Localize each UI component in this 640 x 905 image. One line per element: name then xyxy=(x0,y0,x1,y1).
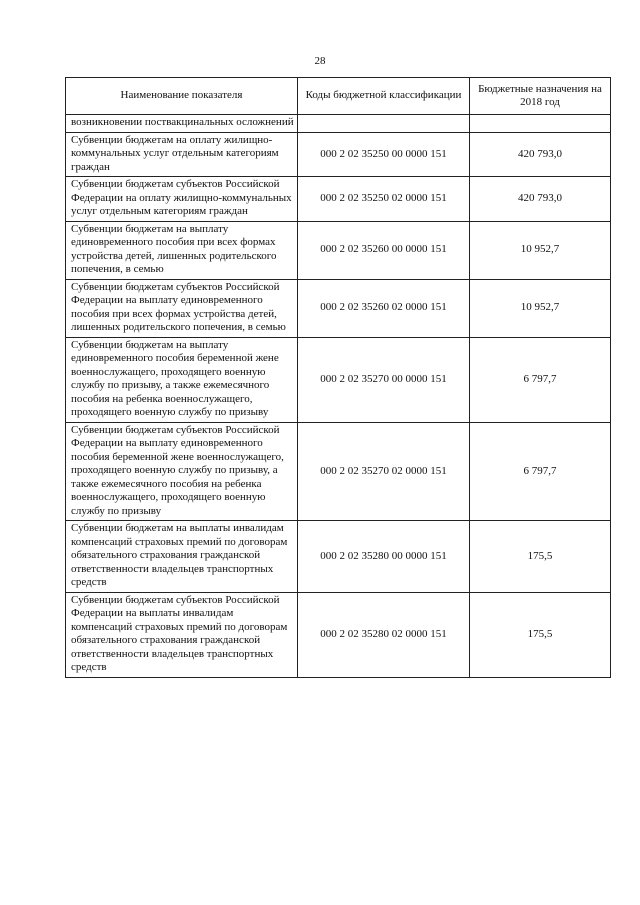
row-indicator-name: Субвенции бюджетам на выплаты инвалидам компенсаций страховых премий по договорам обязательного страхования гражданской ответственности владельцев транспортных средств xyxy=(66,521,298,593)
header-indicator-name: Наименование показателя xyxy=(66,78,298,115)
row-budget-amount: 10 952,7 xyxy=(470,221,611,279)
row-budget-code: 000 2 02 35280 00 0000 151 xyxy=(298,521,470,593)
row-budget-amount: 175,5 xyxy=(470,521,611,593)
row-budget-code: 000 2 02 35280 02 0000 151 xyxy=(298,592,470,677)
row-indicator-name: Субвенции бюджетам субъектов Российской Федерации на оплату жилищно-коммунальных услуг отдельным категориям граждан xyxy=(66,177,298,222)
row-budget-amount xyxy=(470,115,611,133)
table-row xyxy=(66,221,611,279)
header-budget-amount: Бюджетные назначения на 2018 год xyxy=(470,78,611,115)
row-budget-code: 000 2 02 35260 00 0000 151 xyxy=(298,221,470,279)
budget-table xyxy=(65,77,611,678)
row-indicator-name: Субвенции бюджетам на оплату жилищно-коммунальных услуг отдельным категориям граждан xyxy=(66,132,298,177)
row-budget-amount: 6 797,7 xyxy=(470,337,611,422)
row-budget-code: 000 2 02 35250 00 0000 151 xyxy=(298,132,470,177)
row-budget-code xyxy=(298,115,470,133)
table-header-row xyxy=(66,78,611,115)
table-row xyxy=(66,132,611,177)
row-indicator-name: Субвенции бюджетам субъектов Российской Федерации на выплату единовременного пособия беременной жене военнослужащего, проходящего военную службу по призыву, а также ежемесячного пособия на ребенка военнослужащего, проходящего военную службу по призыву xyxy=(66,422,298,521)
table-row xyxy=(66,521,611,593)
row-budget-amount: 175,5 xyxy=(470,592,611,677)
row-budget-amount: 420 793,0 xyxy=(470,177,611,222)
table-row xyxy=(66,115,611,133)
row-budget-amount: 10 952,7 xyxy=(470,279,611,337)
row-budget-code: 000 2 02 35250 02 0000 151 xyxy=(298,177,470,222)
row-budget-code: 000 2 02 35260 02 0000 151 xyxy=(298,279,470,337)
table-row xyxy=(66,177,611,222)
row-indicator-name: Субвенции бюджетам субъектов Российской Федерации на выплаты инвалидам компенсаций страховых премий по договорам обязательного страхования гражданской ответственности владельцев транспортных средств xyxy=(66,592,298,677)
row-budget-code: 000 2 02 35270 02 0000 151 xyxy=(298,422,470,521)
row-budget-amount: 420 793,0 xyxy=(470,132,611,177)
row-indicator-name: Субвенции бюджетам на выплату единовременного пособия при всех формах устройства детей, лишенных родительского попечения, в семью xyxy=(66,221,298,279)
table-row xyxy=(66,279,611,337)
row-budget-code: 000 2 02 35270 00 0000 151 xyxy=(298,337,470,422)
table-row xyxy=(66,592,611,677)
row-budget-amount: 6 797,7 xyxy=(470,422,611,521)
row-indicator-name: Субвенции бюджетам на выплату единовременного пособия беременной жене военнослужащего, проходящего военную службу по призыву, а также ежемесячного пособия на ребенка военнослужащего, проходящего военную службу по призыву xyxy=(66,337,298,422)
row-indicator-name: возникновении поствакцинальных осложнений xyxy=(66,115,298,133)
table-row xyxy=(66,337,611,422)
header-budget-code: Коды бюджетной классификации xyxy=(298,78,470,115)
row-indicator-name: Субвенции бюджетам субъектов Российской Федерации на выплату единовременного пособия при всех формах устройства детей, лишенных родительского попечения, в семью xyxy=(66,279,298,337)
page-number: 28 xyxy=(314,55,326,67)
table-row xyxy=(66,422,611,521)
